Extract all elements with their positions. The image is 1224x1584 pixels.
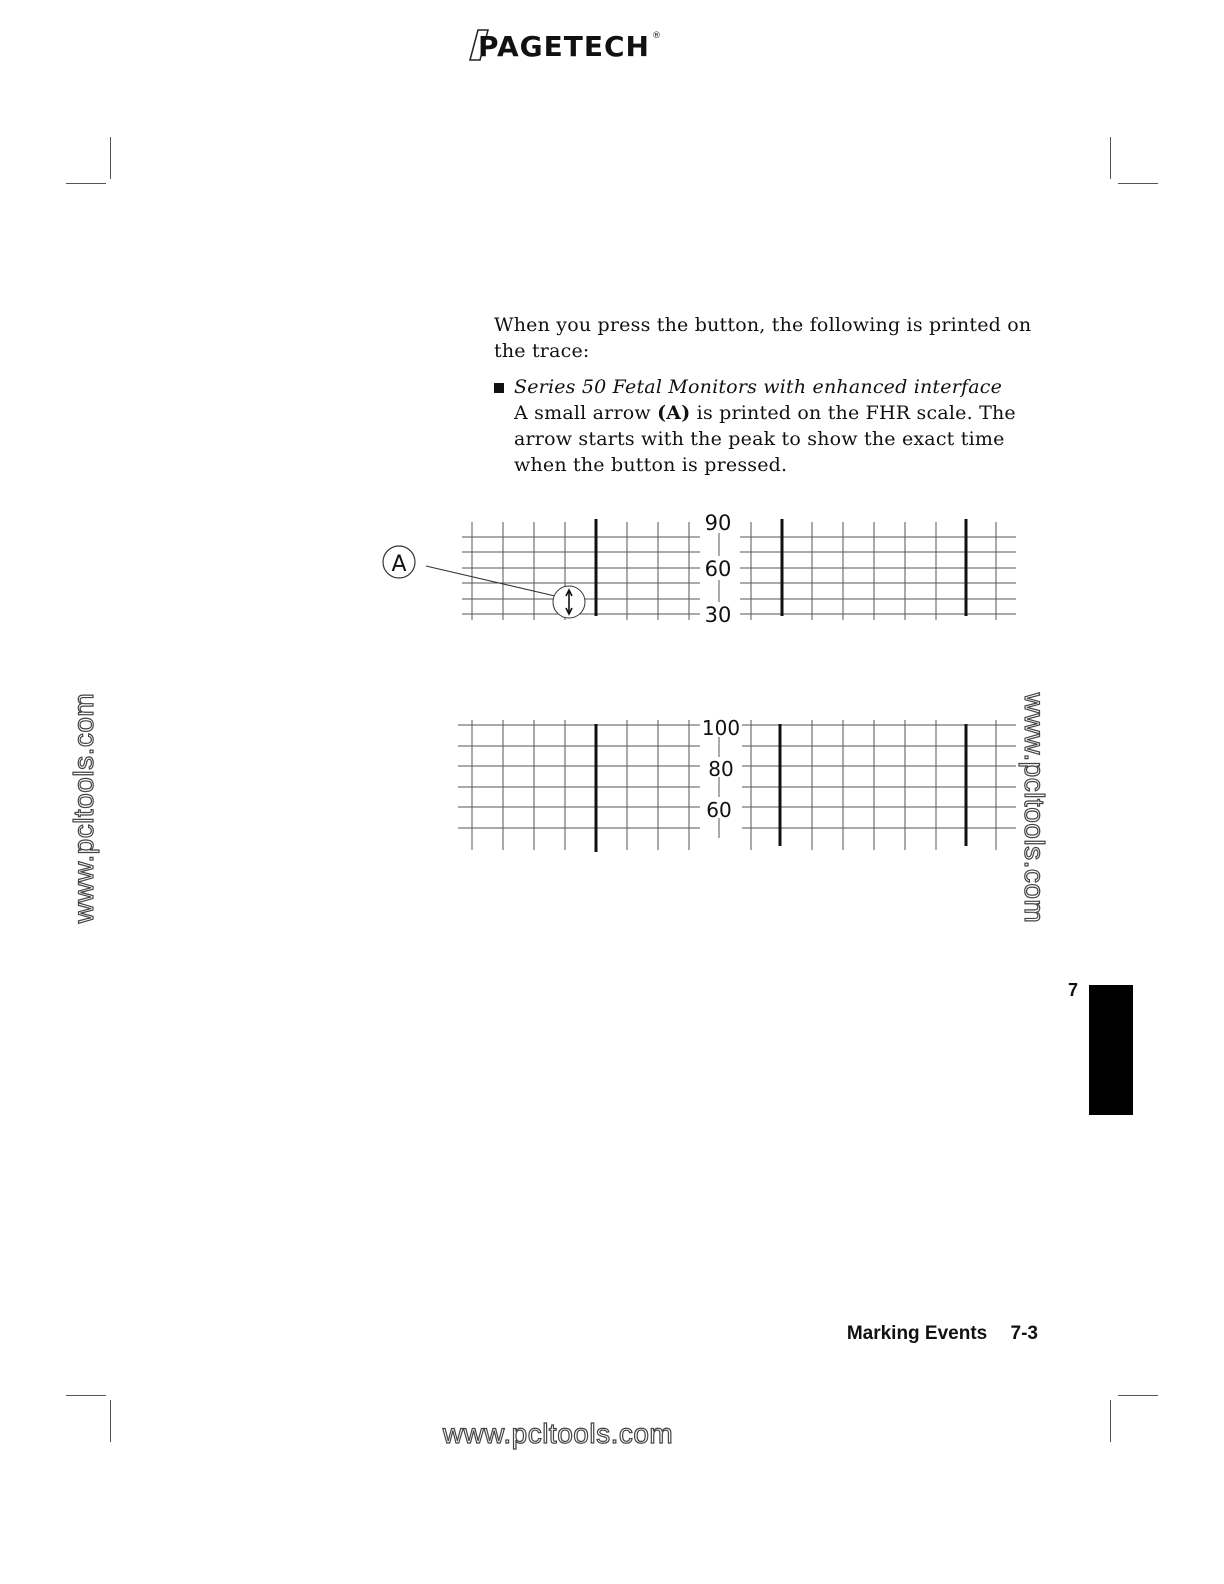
intro-paragraph: When you press the button, the following is printed on the trace: xyxy=(494,314,1032,362)
bullet-reference: (A) xyxy=(657,402,691,424)
upper-scale-label: 60 xyxy=(704,557,732,581)
upper-scale-label: 90 xyxy=(704,511,732,535)
logo-registered-mark: ® xyxy=(652,31,661,41)
logo-text: PAGETECH xyxy=(478,30,650,63)
watermark-left: www.pcltools.com xyxy=(68,692,99,924)
lower-scale-label: 80 xyxy=(708,757,734,781)
crop-mark xyxy=(1118,1395,1158,1396)
footer-page-number: 7-3 xyxy=(1010,1323,1038,1344)
lower-trace-minute-lines xyxy=(596,724,966,852)
chapter-tab-block xyxy=(1089,985,1133,1115)
footer-section-title: Marking Events xyxy=(846,1323,988,1344)
watermark-right: www.pcltools.com xyxy=(1019,692,1050,924)
bullet-body-end: is printed on the FHR scale. The arrow starts with the peak to show the exact time when the button is pressed. xyxy=(514,402,1016,476)
crop-mark xyxy=(1110,1400,1111,1442)
crop-mark xyxy=(110,1400,111,1442)
lower-scale-label: 100 xyxy=(701,716,741,740)
callout-label: A xyxy=(391,552,407,577)
chapter-tab-number: 7 xyxy=(1068,980,1079,1000)
callout-a xyxy=(383,546,585,618)
upper-trace-grid xyxy=(462,522,1016,620)
page-footer xyxy=(847,1323,1038,1345)
bullet-body-start: A small arrow xyxy=(514,402,651,424)
upper-scale-label: 30 xyxy=(704,603,732,627)
watermark-bottom: www.pcltools.com xyxy=(442,1418,674,1449)
crop-mark xyxy=(66,1395,106,1396)
bullet-title: Series 50 Fetal Monitors with enhanced interface xyxy=(514,376,1003,398)
lower-scale-label: 60 xyxy=(706,798,732,822)
